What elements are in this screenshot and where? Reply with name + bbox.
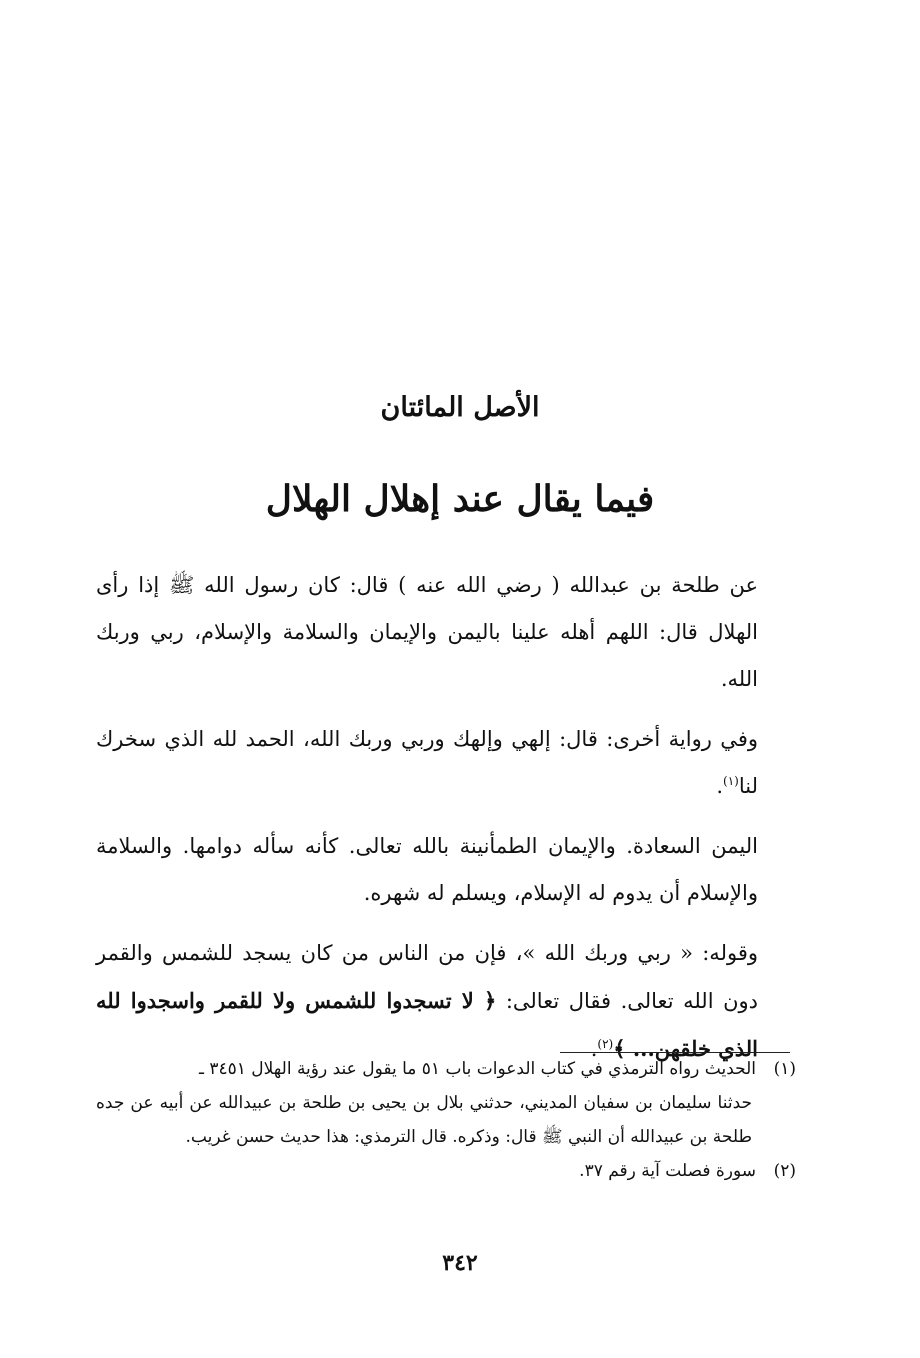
footnote-ref-1[interactable]: (١) [723, 774, 739, 788]
footnote-1 [96, 1052, 796, 1086]
footnote-2-text: سورة فصلت آية رقم ٣٧. [579, 1161, 756, 1181]
paragraph-2 [96, 716, 790, 810]
footnote-2 [96, 1154, 796, 1188]
paragraph-4-end: . [590, 1037, 598, 1061]
paragraph-2-end: . [716, 774, 724, 798]
chapter-title: الأصل المائتان [380, 392, 540, 423]
paragraph-3: اليمن السعادة. والإيمان الطمأنينة بالله تعالى. كأنه سأله دوامها. والسلامة والإسلام أن يدوم له الإسلام، ويسلم له شهره. [96, 834, 758, 905]
paragraph-1: عن طلحة بن عبدالله ( رضي الله عنه ) قال: كان رسول الله ﷺ إذا رأى الهلال قال: اللهم أهله علينا باليمن والإيمان والسلامة والإسلام، ربي وربك الله. [96, 573, 758, 691]
footnotes [96, 1052, 796, 1188]
footnote-2-number: (٢) [773, 1161, 796, 1181]
footnote-1-continuation: حدثنا سليمان بن سفيان المديني، حدثني بلال بن يحيى بن طلحة بن عبيدالله عن أبيه عن جده طلحة بن عبيدالله أن النبي ﷺ قال: وذكره. قال الترمذي: هذا حديث حسن غريب. [96, 1093, 752, 1147]
footnote-ref-2[interactable]: (٢) [597, 1037, 614, 1051]
footnote-1-first-line: الحديث رواه الترمذي في كتاب الدعوات باب ٥١ ما يقول عند رؤية الهلال ٣٤٥١ ـ [198, 1059, 756, 1079]
section-title: فيما يقال عند إهلال الهلال [265, 478, 655, 520]
page-number: ٣٤٢ [442, 1250, 478, 1276]
quran-quote: ﴿ لا تسجدوا للشمس ولا للقمر واسجدوا لله الذي خلقهن... ﴾ [96, 988, 758, 1061]
paragraph-4-text: وقوله: « ربي وربك الله »، فإن من الناس من كان يسجد للشمس والقمر دون الله تعالى. فقال تعالى: [96, 941, 758, 1013]
footnote-1-number: (١) [773, 1059, 796, 1079]
main-text [96, 562, 790, 1086]
paragraph-2-text: وفي رواية أخرى: قال: إلهي وإلهك وربي وربك الله، الحمد لله الذي سخرك لنا [96, 727, 758, 798]
